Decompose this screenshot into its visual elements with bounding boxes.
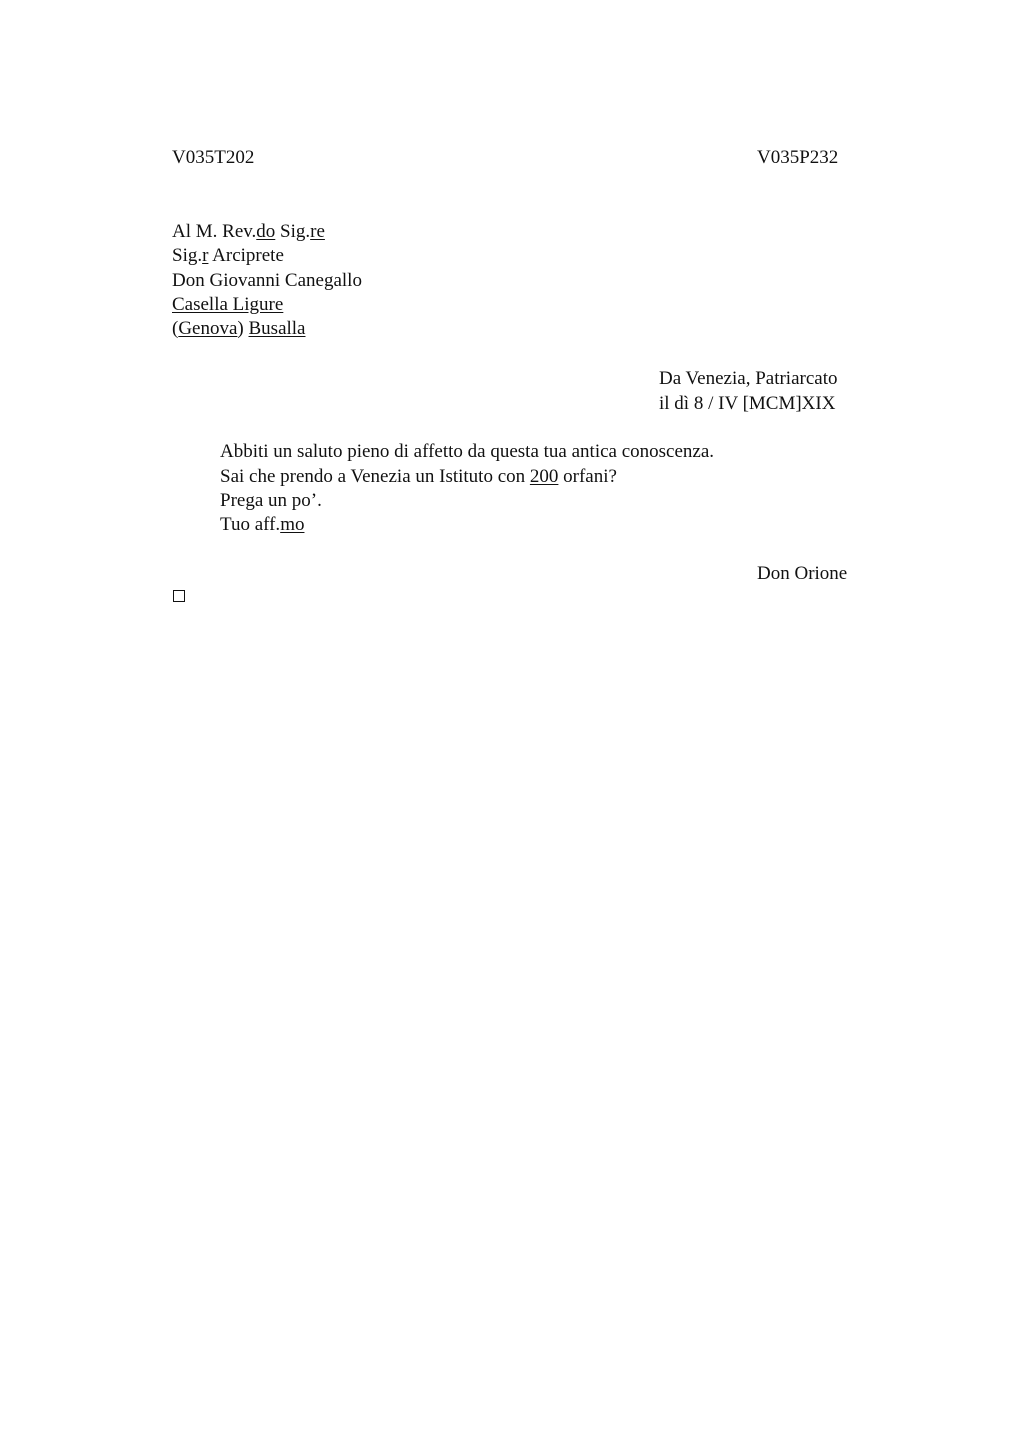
address-text: Al M. Rev. bbox=[172, 221, 257, 242]
address-line-province bbox=[172, 317, 306, 341]
end-marker-square-icon bbox=[173, 590, 185, 602]
address-superscript: r bbox=[202, 245, 209, 266]
address-province: Genova bbox=[178, 318, 238, 339]
address-line-town: Casella Ligure bbox=[172, 294, 284, 315]
address-superscript: do bbox=[256, 221, 276, 242]
document-code-left: V035T202 bbox=[172, 147, 255, 168]
document-code-right: V035P232 bbox=[757, 147, 839, 168]
body-text: orfani? bbox=[558, 466, 617, 487]
body-closing bbox=[220, 513, 304, 537]
address-line-title bbox=[172, 244, 284, 268]
body-text: Sai che prendo a Venezia un Istituto con bbox=[220, 466, 530, 487]
address-station: Busalla bbox=[248, 318, 306, 339]
address-text: ( bbox=[172, 318, 179, 339]
address-line-salutation bbox=[172, 220, 325, 244]
body-number: 200 bbox=[529, 466, 559, 487]
address-superscript: re bbox=[310, 221, 325, 242]
dateline-place: Da Venezia, Patriarcato bbox=[659, 368, 838, 389]
body-superscript: mo bbox=[280, 514, 305, 535]
address-text: Arciprete bbox=[208, 245, 284, 266]
body-line bbox=[220, 465, 617, 489]
address-line-name: Don Giovanni Canegallo bbox=[172, 270, 362, 291]
dateline-date: il dì 8 / IV [MCM]XIX bbox=[659, 393, 836, 414]
body-text: Tuo aff. bbox=[220, 514, 281, 535]
address-text: ) bbox=[237, 318, 249, 339]
body-line: Prega un po’. bbox=[220, 490, 322, 511]
address-text: Sig. bbox=[172, 245, 203, 266]
body-line: Abbiti un saluto pieno di affetto da questa tua antica conoscenza. bbox=[220, 441, 715, 462]
signature: Don Orione bbox=[757, 563, 848, 584]
address-text: Sig. bbox=[275, 221, 311, 242]
